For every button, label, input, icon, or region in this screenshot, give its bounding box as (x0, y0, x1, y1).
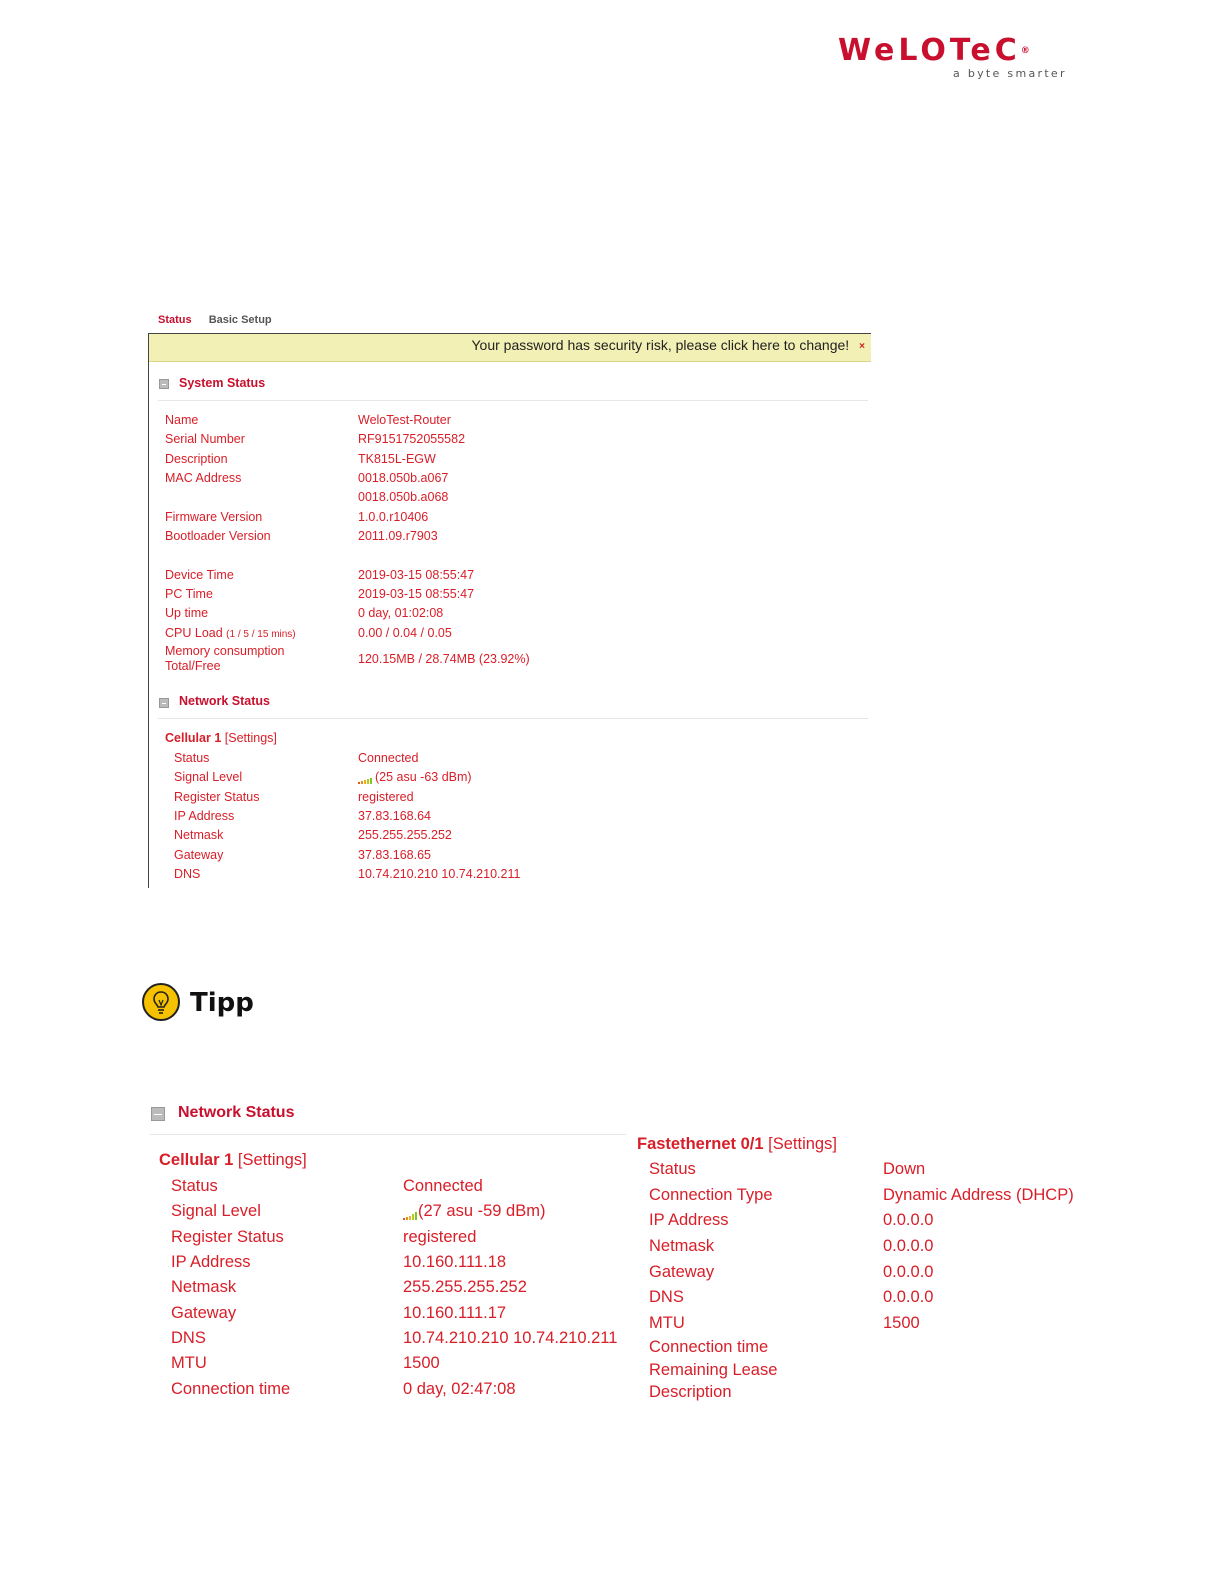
network-status-title: Network Status (178, 1104, 295, 1121)
row-value: 2019-03-15 08:55:47 (358, 587, 475, 601)
row-label: Total/Free (165, 659, 221, 673)
row-value: 10.160.111.18 (403, 1253, 507, 1271)
tab-status[interactable]: Status (158, 314, 192, 326)
row-value: 2019-03-15 08:55:47 (358, 568, 475, 582)
row-value: TK815L-EGW (358, 452, 436, 466)
close-icon[interactable]: × (859, 341, 865, 352)
row-label: MTU (171, 1354, 207, 1372)
row-label: Device Time (165, 568, 234, 582)
fastethernet-settings-link[interactable]: [Settings] (768, 1135, 837, 1153)
row-label: IP Address (171, 1253, 251, 1271)
row-label: MAC Address (165, 471, 242, 485)
row-label: PC Time (165, 587, 213, 601)
password-warning-bar[interactable] (149, 334, 871, 362)
row-label: Signal Level (174, 770, 243, 784)
row-label: MTU (649, 1314, 685, 1332)
status-panel (148, 333, 871, 888)
row-value: Connected (403, 1177, 483, 1195)
lightbulb-icon (142, 983, 180, 1021)
row-value: 37.83.168.65 (358, 848, 431, 862)
divider (150, 1134, 626, 1135)
row-label: Connection Type (649, 1186, 773, 1204)
row-value: 120.15MB / 28.74MB (23.92%) (358, 652, 530, 666)
row-label: Gateway (171, 1304, 237, 1322)
row-label: Signal Level (171, 1202, 261, 1220)
row-value: registered (358, 790, 414, 804)
row-label: DNS (171, 1329, 206, 1347)
row-value: 255.255.255.252 (403, 1278, 527, 1296)
row-value: registered (403, 1228, 477, 1246)
row-value: 10.160.111.17 (403, 1304, 507, 1322)
collapse-system-status-icon[interactable] (159, 379, 169, 389)
row-label: Status (649, 1160, 696, 1178)
cellular-settings-link[interactable]: [Settings] (237, 1151, 307, 1169)
row-label: Netmask (171, 1278, 237, 1296)
divider (158, 400, 868, 401)
row-value: 0 day, 02:47:08 (403, 1380, 516, 1398)
system-status-title: System Status (179, 376, 266, 390)
row-value: 1.0.0.r10406 (358, 510, 429, 524)
router-tabs (158, 314, 286, 326)
row-label: Firmware Version (165, 510, 263, 524)
row-label: Register Status (171, 1228, 284, 1246)
network-status-title: Network Status (179, 694, 270, 708)
row-value: 0018.050b.a068 (358, 490, 449, 504)
signal-bars-icon (358, 770, 373, 784)
row-label: DNS (649, 1288, 684, 1306)
row-label: Name (165, 413, 199, 427)
row-value: 0.0.0.0 (883, 1211, 934, 1229)
row-label: DNS (174, 867, 201, 881)
row-label: Serial Number (165, 432, 245, 446)
row-label: Gateway (649, 1263, 715, 1281)
row-label: Register Status (174, 790, 260, 804)
collapse-network-status-icon[interactable] (159, 698, 169, 708)
row-value: 2011.09.r7903 (358, 529, 438, 543)
row-label: CPU Load (1 / 5 / 15 mins) (165, 626, 296, 640)
row-value: 37.83.168.64 (358, 809, 431, 823)
row-value: 255.255.255.252 (358, 828, 452, 842)
row-value: 0.0.0.0 (883, 1288, 934, 1306)
row-label: Description (649, 1383, 732, 1401)
cellular-title: Cellular 1 [Settings] (159, 1151, 307, 1169)
row-label: Netmask (174, 828, 224, 842)
row-label: Bootloader Version (165, 529, 271, 543)
tab-basic-setup[interactable]: Basic Setup (208, 314, 272, 326)
row-label: Remaining Lease (649, 1361, 778, 1379)
row-value: 0.0.0.0 (883, 1263, 934, 1281)
password-warning-text[interactable]: Your password has security risk, please click here to change! (471, 337, 850, 353)
row-value: 0.00 / 0.04 / 0.05 (358, 626, 452, 640)
fastethernet-title: Fastethernet 0/1 [Settings] (637, 1135, 837, 1153)
row-value: 0018.050b.a067 (358, 471, 449, 485)
row-label: Gateway (174, 848, 224, 862)
row-label: Description (165, 452, 228, 466)
logo-tagline: a byte smarter (953, 67, 1067, 80)
row-label: Status (174, 751, 210, 765)
welotec-logo (838, 33, 1074, 86)
row-value: (27 asu -59 dBm) (403, 1202, 545, 1220)
signal-bars-icon (403, 1202, 418, 1220)
collapse-network-status-icon[interactable] (151, 1107, 165, 1121)
row-label: Connection time (649, 1338, 769, 1356)
row-value: 1500 (403, 1354, 440, 1372)
divider (158, 718, 868, 719)
row-value: 1500 (883, 1314, 920, 1332)
row-value: 0 day, 01:02:08 (358, 606, 444, 620)
logo-wordmark: WeLOTeC® (838, 33, 1034, 68)
cpu-load-interval: (1 / 5 / 15 mins) (226, 629, 296, 640)
row-label: Memory consumption (165, 644, 285, 658)
row-value: Connected (358, 751, 419, 765)
row-value: WeloTest-Router (358, 413, 451, 427)
row-value: 0.0.0.0 (883, 1237, 934, 1255)
row-value: Dynamic Address (DHCP) (883, 1186, 1074, 1204)
row-value: 10.74.210.210 10.74.210.211 (403, 1329, 618, 1347)
row-label: IP Address (649, 1211, 729, 1229)
row-label: Status (171, 1177, 218, 1195)
row-label: IP Address (174, 809, 235, 823)
row-value: RF9151752055582 (358, 432, 466, 446)
row-value: (25 asu -63 dBm) (358, 770, 472, 784)
row-value: Down (883, 1160, 926, 1178)
row-label: Netmask (649, 1237, 715, 1255)
row-value: 10.74.210.210 10.74.210.211 (358, 867, 521, 881)
cellular-settings-link[interactable]: [Settings] (224, 731, 277, 745)
row-label: Up time (165, 606, 209, 620)
row-label: Connection time (171, 1380, 291, 1398)
cellular-title: Cellular 1 [Settings] (165, 731, 277, 745)
tipp-heading: Tipp (190, 988, 254, 1018)
